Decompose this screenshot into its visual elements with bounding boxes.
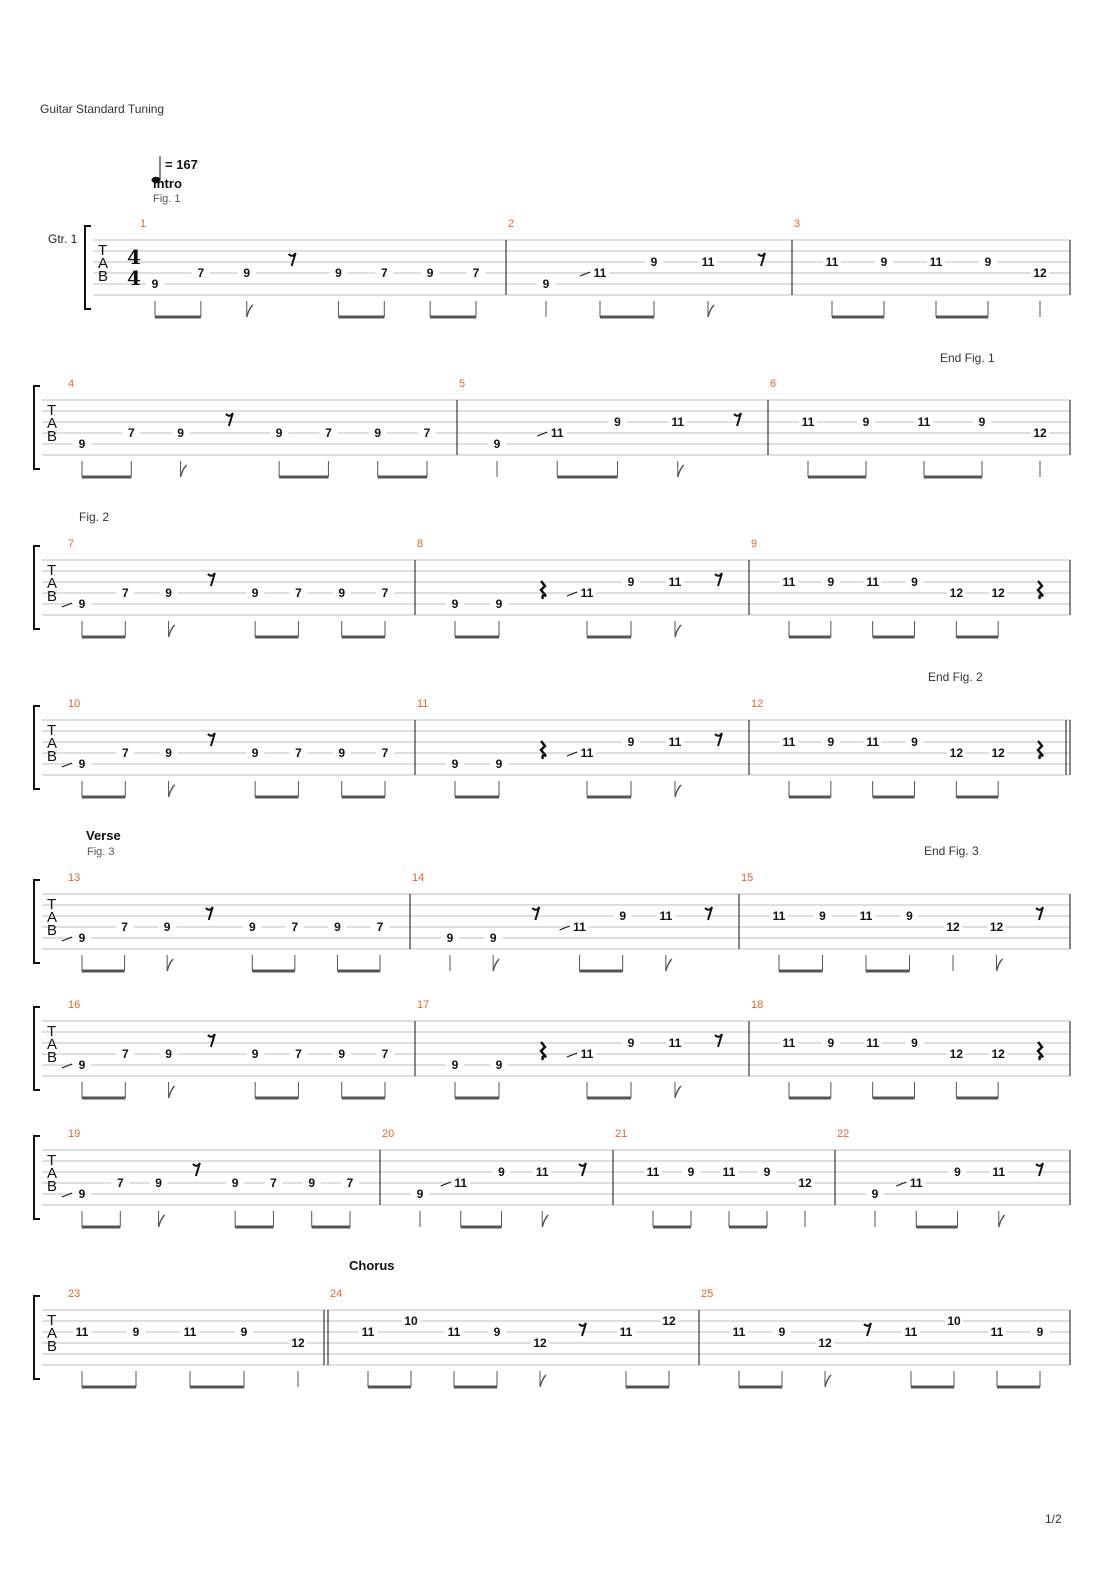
fret-number: 9 [78, 1187, 86, 1201]
tab-clef-letter: A [47, 1325, 58, 1342]
fret-number: 9 [374, 426, 382, 440]
fret-number: 9 [911, 735, 918, 749]
fret-number: 12 [949, 586, 964, 600]
measure-number: 7 [68, 538, 75, 550]
fret-number: 12 [798, 1176, 812, 1190]
fret-number: 12 [1033, 426, 1047, 440]
quarter-rest [541, 1042, 546, 1060]
fret-number: 9 [880, 255, 888, 269]
fret-number: 9 [687, 1165, 695, 1179]
fret-number: 9 [495, 597, 503, 611]
tab-system [34, 999, 1070, 1098]
eighth-rest [532, 907, 539, 920]
fret-number: 11 [671, 415, 685, 429]
fret-number: 7 [121, 920, 128, 934]
tuning-label: Guitar Standard Tuning [40, 102, 165, 116]
fret-number: 9 [451, 597, 459, 611]
fret-number: 7 [295, 1047, 302, 1061]
fret-number: 7 [291, 920, 299, 934]
fret-number: 9 [871, 1187, 879, 1201]
measure-number: 8 [417, 538, 424, 550]
fret-number: 9 [778, 1325, 786, 1339]
tab-clef-letter: A [47, 1165, 58, 1182]
fret-number: 9 [251, 586, 259, 600]
fret-number: 10 [404, 1314, 418, 1328]
track-label: Gtr. 1 [48, 232, 78, 246]
tab-system [34, 698, 1070, 797]
fret-number: 11 [580, 1047, 594, 1061]
tab-system [34, 378, 1070, 477]
eighth-rest [1036, 907, 1043, 920]
fret-number: 7 [121, 586, 129, 600]
fret-number: 11 [646, 1165, 660, 1179]
fret-number: 11 [866, 1036, 880, 1050]
fret-number: 12 [818, 1336, 832, 1350]
system-bracket [34, 1136, 40, 1219]
fret-number: 10 [947, 1314, 961, 1328]
fret-number: 9 [308, 1176, 316, 1190]
fret-number: 11 [866, 575, 880, 589]
time-signature-top: 4 [127, 245, 141, 269]
end-fig-2-label: End Fig. 2 [928, 670, 983, 684]
fret-number: 9 [275, 426, 283, 440]
tab-clef-letter: A [47, 1036, 58, 1053]
fret-number: 7 [381, 586, 389, 600]
section-verse: Verse [86, 828, 121, 843]
fret-number: 9 [493, 1325, 501, 1339]
measure-number: 14 [412, 872, 425, 884]
fret-number: 7 [346, 1176, 354, 1190]
fret-number: 12 [989, 920, 1004, 934]
fret-number: 9 [489, 931, 497, 945]
tab-clef-letter: T [98, 242, 108, 259]
system-bracket [34, 1007, 40, 1090]
measure-number: 18 [751, 999, 764, 1011]
fret-number: 9 [334, 920, 341, 934]
system-bracket [34, 1296, 40, 1379]
fret-number: 9 [827, 1036, 835, 1050]
fret-number: 11 [535, 1165, 549, 1179]
fret-number: 9 [984, 255, 992, 269]
eighth-rest [193, 1163, 200, 1176]
eighth-rest [289, 253, 296, 266]
fret-number: 9 [954, 1165, 961, 1179]
quarter-rest [541, 581, 546, 599]
section-chorus: Chorus [349, 1258, 395, 1273]
measure-number: 21 [615, 1128, 628, 1140]
fret-number: 9 [338, 586, 346, 600]
note-flag [159, 1215, 165, 1227]
fret-number: 9 [163, 920, 171, 934]
time-signature-bottom: 4 [127, 266, 141, 290]
fret-number: 11 [732, 1325, 746, 1339]
tab-clef-letter: T [47, 722, 57, 739]
measure-number: 13 [68, 872, 81, 884]
tab-system [34, 1288, 1070, 1387]
fret-number: 11 [782, 735, 796, 749]
fig-2-label: Fig. 2 [79, 510, 110, 524]
system-bracket [34, 546, 40, 629]
fret-number: 9 [338, 1047, 346, 1061]
tab-clef-letter: A [47, 909, 58, 926]
eighth-rest [705, 907, 712, 920]
fret-number: 9 [627, 575, 635, 589]
fret-number: 11 [580, 586, 594, 600]
fret-number: 9 [251, 1047, 259, 1061]
note-flag [169, 785, 175, 797]
tab-systems [34, 218, 1070, 1387]
fret-number: 11 [183, 1325, 197, 1339]
fret-number: 12 [662, 1314, 676, 1328]
fret-number: 9 [335, 266, 342, 280]
measure-number: 2 [508, 218, 515, 230]
eighth-rest [226, 413, 233, 426]
fret-number: 11 [825, 255, 839, 269]
fret-number: 9 [542, 277, 550, 291]
page-number: 1/2 [1045, 1512, 1062, 1526]
fret-number: 7 [197, 266, 205, 280]
fret-number: 9 [495, 757, 503, 771]
note-flag [542, 1215, 548, 1227]
fret-number: 9 [251, 746, 259, 760]
fret-number: 7 [423, 426, 431, 440]
system-bracket [34, 880, 40, 963]
fret-number: 9 [165, 746, 172, 760]
fret-number: 7 [380, 266, 388, 280]
tab-clef-letter: T [47, 1312, 57, 1329]
tab-clef-letter: B [47, 1049, 58, 1066]
fret-number: 9 [177, 426, 184, 440]
tab-clef-letter: B [47, 1338, 58, 1355]
fret-number: 9 [231, 1176, 239, 1190]
eighth-rest [864, 1323, 871, 1336]
tab-clef-letter: B [47, 1178, 58, 1195]
measure-number: 16 [68, 999, 81, 1011]
fret-number: 11 [904, 1325, 918, 1339]
eighth-rest [579, 1163, 586, 1176]
fret-number: 9 [78, 1058, 86, 1072]
fret-number: 12 [291, 1336, 305, 1350]
measure-number: 9 [751, 538, 758, 550]
measure-number: 1 [140, 218, 147, 230]
fig-3-label: Fig. 3 [87, 846, 115, 858]
note-flag [247, 305, 253, 317]
fret-number: 9 [426, 266, 434, 280]
measure-number: 19 [68, 1128, 81, 1140]
eighth-rest [758, 253, 765, 266]
fret-number: 7 [121, 1047, 129, 1061]
measure-number: 17 [417, 999, 430, 1011]
fret-number: 11 [990, 1325, 1004, 1339]
measure-number: 4 [68, 378, 75, 390]
fret-number: 12 [991, 586, 1005, 600]
note-flag [675, 785, 681, 797]
fret-number: 11 [659, 909, 673, 923]
tab-clef-letter: B [98, 268, 109, 285]
eighth-rest [734, 413, 741, 426]
section-intro: Intro [153, 176, 182, 191]
tab-clef-letter: B [47, 748, 58, 765]
note-flag [708, 305, 714, 317]
fret-number: 11 [782, 575, 796, 589]
tab-clef-letter: B [47, 588, 58, 605]
fret-number: 9 [827, 575, 835, 589]
fret-number: 9 [614, 415, 621, 429]
fret-number: 11 [619, 1325, 633, 1339]
fret-number: 9 [78, 757, 86, 771]
measure-number: 5 [459, 378, 466, 390]
note-flag [167, 959, 173, 971]
measure-number: 3 [794, 218, 801, 230]
tab-clef-letter: A [47, 415, 58, 432]
tab-clef-letter: T [47, 1023, 57, 1040]
fret-number: 11 [668, 575, 682, 589]
fret-number: 11 [722, 1165, 736, 1179]
quarter-rest [1038, 1042, 1043, 1060]
eighth-rest [1036, 1163, 1043, 1176]
fret-number: 9 [911, 1036, 918, 1050]
fret-number: 11 [668, 1036, 682, 1050]
fret-number: 9 [763, 1165, 771, 1179]
fret-number: 9 [451, 757, 459, 771]
quarter-rest [541, 741, 546, 759]
fret-number: 9 [151, 277, 159, 291]
fret-number: 9 [451, 1058, 459, 1072]
tab-clef-letter: A [98, 255, 109, 272]
fret-number: 11 [361, 1325, 375, 1339]
fret-number: 11 [992, 1165, 1006, 1179]
fret-number: 11 [859, 909, 873, 923]
fret-number: 7 [121, 746, 129, 760]
note-flag [999, 1215, 1005, 1227]
fret-number: 9 [498, 1165, 505, 1179]
fret-number: 12 [991, 1047, 1005, 1061]
fret-number: 11 [668, 735, 682, 749]
fret-number: 11 [909, 1176, 923, 1190]
fret-number: 9 [155, 1176, 162, 1190]
fret-number: 9 [906, 909, 913, 923]
tempo-value: = 167 [165, 157, 198, 172]
fret-number: 11 [772, 909, 786, 923]
eighth-rest [715, 1034, 722, 1047]
tab-clef-letter: B [47, 922, 58, 939]
system-bracket [34, 706, 40, 789]
fret-number: 9 [243, 266, 251, 280]
fret-number: 7 [270, 1176, 277, 1190]
fret-number: 9 [248, 920, 256, 934]
fig-1-label: Fig. 1 [153, 193, 181, 205]
measure-number: 23 [68, 1288, 81, 1300]
fret-number: 9 [132, 1325, 140, 1339]
eighth-rest [715, 733, 722, 746]
measure-number: 20 [382, 1128, 395, 1140]
fret-number: 9 [78, 597, 86, 611]
measure-number: 6 [770, 378, 777, 390]
fret-number: 9 [627, 1036, 635, 1050]
fret-number: 9 [911, 575, 918, 589]
fret-number: 9 [1036, 1325, 1044, 1339]
fret-number: 7 [127, 426, 135, 440]
fret-number: 9 [446, 931, 454, 945]
fret-number: 9 [78, 437, 86, 451]
fret-number: 9 [827, 735, 835, 749]
note-flag [997, 959, 1003, 971]
fret-number: 9 [619, 909, 627, 923]
fret-number: 9 [240, 1325, 248, 1339]
fret-number: 12 [949, 1047, 964, 1061]
fret-number: 11 [573, 920, 586, 934]
note-flag [181, 465, 187, 477]
tab-clef-letter: T [47, 562, 57, 579]
fret-number: 11 [593, 266, 607, 280]
fret-number: 7 [116, 1176, 124, 1190]
fret-number: 7 [472, 266, 480, 280]
measure-number: 11 [417, 698, 429, 710]
fret-number: 9 [493, 437, 501, 451]
fret-number: 11 [782, 1036, 796, 1050]
eighth-rest [208, 1034, 215, 1047]
end-fig-1-label: End Fig. 1 [940, 351, 995, 365]
tab-clef-letter: T [47, 896, 57, 913]
fret-number: 11 [454, 1176, 468, 1190]
measure-number: 12 [751, 698, 764, 710]
note-flag [540, 1375, 546, 1387]
tab-system [34, 872, 1070, 971]
fret-number: 11 [580, 746, 594, 760]
tab-system [34, 1128, 1070, 1227]
fret-number: 7 [381, 1047, 389, 1061]
fret-number: 9 [338, 746, 346, 760]
tab-clef-letter: A [47, 575, 58, 592]
fret-number: 11 [447, 1325, 461, 1339]
fret-number: 7 [295, 746, 302, 760]
fret-number: 12 [991, 746, 1005, 760]
fret-number: 9 [862, 415, 870, 429]
fret-number: 9 [627, 735, 635, 749]
tab-clef-letter: B [47, 428, 58, 445]
eighth-rest [715, 573, 722, 586]
fret-number: 9 [650, 255, 658, 269]
end-fig-3-label: End Fig. 3 [924, 844, 979, 858]
fret-number: 12 [533, 1336, 547, 1350]
fret-number: 11 [75, 1325, 89, 1339]
tab-system [34, 538, 1070, 637]
fret-number: 7 [376, 920, 384, 934]
fret-number: 9 [78, 931, 86, 945]
measure-number: 10 [68, 698, 81, 710]
measure-number: 24 [330, 1288, 343, 1300]
note-flag [169, 1086, 175, 1098]
measure-number: 22 [837, 1128, 850, 1140]
tab-clef-letter: T [47, 402, 57, 419]
eighth-rest [579, 1323, 586, 1336]
note-flag [675, 625, 681, 637]
fret-number: 7 [295, 586, 302, 600]
measure-number: 15 [741, 872, 754, 884]
fret-number: 11 [550, 426, 564, 440]
fret-number: 12 [949, 746, 964, 760]
system-bracket [85, 226, 91, 309]
fret-number: 11 [929, 255, 943, 269]
note-flag [675, 1086, 681, 1098]
note-flag [666, 959, 672, 971]
note-flag [493, 959, 499, 971]
eighth-rest [208, 573, 215, 586]
fret-number: 9 [495, 1058, 503, 1072]
quarter-rest [1038, 581, 1043, 599]
fret-number: 9 [165, 1047, 172, 1061]
fret-number: 9 [819, 909, 826, 923]
fret-number: 12 [1033, 266, 1047, 280]
fret-number: 9 [416, 1187, 424, 1201]
note-flag [169, 625, 175, 637]
tab-clef-letter: A [47, 735, 58, 752]
fret-number: 9 [165, 586, 172, 600]
fret-number: 7 [325, 426, 332, 440]
fret-number: 11 [917, 415, 931, 429]
note-flag [678, 465, 684, 477]
fret-number: 11 [801, 415, 815, 429]
eighth-rest [208, 733, 215, 746]
fret-number: 11 [866, 735, 880, 749]
tab-clef-letter: T [47, 1152, 57, 1169]
system-bracket [34, 386, 40, 469]
measure-number: 25 [701, 1288, 714, 1300]
fret-number: 12 [946, 920, 960, 934]
quarter-rest [1038, 741, 1043, 759]
fret-number: 11 [701, 255, 715, 269]
note-flag [825, 1375, 831, 1387]
fret-number: 9 [978, 415, 986, 429]
tab-system [85, 218, 1070, 317]
fret-number: 7 [381, 746, 389, 760]
eighth-rest [206, 907, 213, 920]
